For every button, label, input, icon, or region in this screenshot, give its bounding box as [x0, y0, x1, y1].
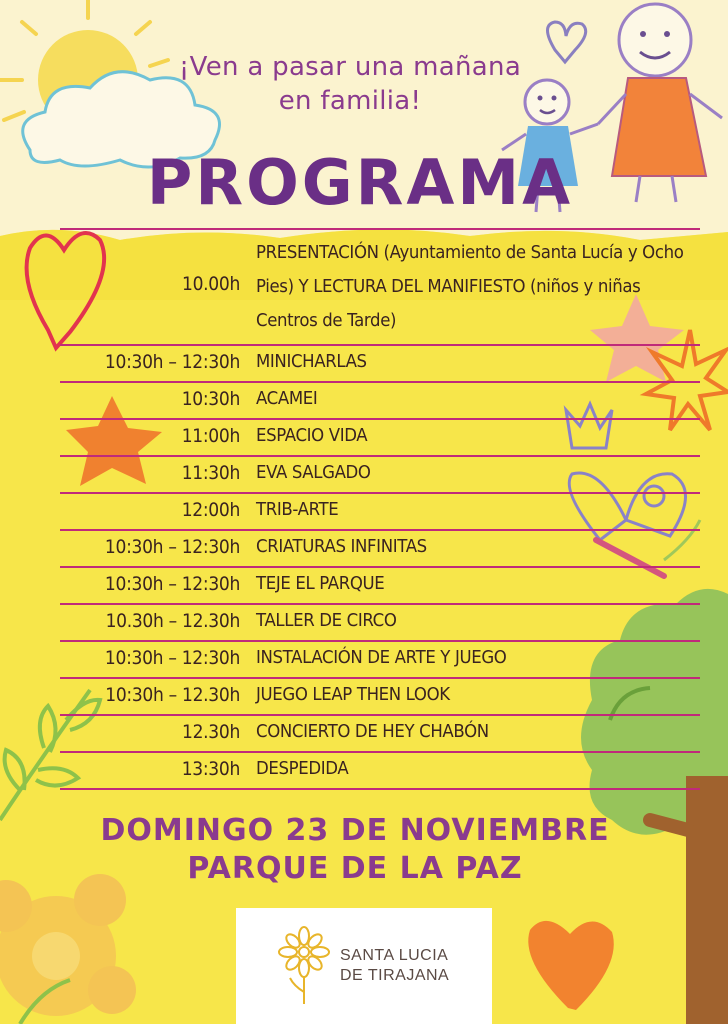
schedule-row	[60, 494, 700, 531]
schedule-activity: ACAMEI	[256, 388, 318, 409]
schedule-row	[60, 383, 700, 420]
schedule-time: 12:00h	[181, 499, 240, 521]
schedule-time: 10.30h – 12.30h	[105, 610, 240, 632]
tagline	[150, 50, 550, 118]
schedule-activity: CRIATURAS INFINITAS	[256, 536, 427, 557]
schedule-activity: CONCIERTO DE HEY CHABÓN	[256, 721, 489, 742]
schedule-row	[60, 230, 700, 346]
schedule-time: 10:30h – 12.30h	[105, 684, 240, 706]
schedule-row	[60, 531, 700, 568]
heart-outline-icon	[548, 22, 586, 62]
schedule-row	[60, 605, 700, 642]
schedule-activity: EVA SALGADO	[256, 462, 371, 483]
schedule-row	[60, 679, 700, 716]
logo-line-1: SANTA LUCIA	[340, 947, 449, 964]
schedule-activity: TRIB-ARTE	[256, 499, 339, 520]
schedule-row	[60, 568, 700, 605]
schedule-row	[60, 753, 700, 790]
schedule-activity: DESPEDIDA	[256, 758, 349, 779]
schedule-time: 10.00h	[182, 273, 240, 295]
schedule-time: 11:00h	[181, 425, 240, 447]
logo-line-2: DE TIRAJANA	[340, 967, 450, 984]
schedule-activity: MINICHARLAS	[256, 351, 367, 372]
event-info	[90, 812, 620, 888]
schedule-time: 10:30h – 12:30h	[104, 573, 240, 595]
logo-text	[340, 946, 449, 986]
logo	[236, 908, 492, 1024]
event-date: DOMINGO 23 DE NOVIEMBRE	[100, 813, 610, 848]
schedule-activity: PRESENTACIÓN (Ayuntamiento de Santa Lucía y Ocho Pies) Y LECTURA DEL MANIFIESTO (niños y niñas Centros de Tarde)	[256, 242, 684, 331]
schedule-row	[60, 346, 700, 383]
page-title: PROGRAMA	[146, 146, 574, 219]
schedule-time: 10:30h – 12:30h	[104, 647, 240, 669]
schedule-time: 10:30h – 12:30h	[104, 351, 240, 373]
schedule-row	[60, 457, 700, 494]
schedule-activity: ESPACIO VIDA	[256, 425, 368, 446]
schedule-time: 12.30h	[182, 721, 240, 743]
tagline-line-1: ¡Ven a pasar una mañana	[178, 52, 522, 82]
schedule-activity: TEJE EL PARQUE	[256, 573, 385, 594]
schedule-row	[60, 420, 700, 457]
schedule-time: 11:30h	[181, 462, 240, 484]
schedule-time: 13:30h	[181, 758, 240, 780]
flower-logo-icon	[276, 926, 332, 1006]
schedule-time: 10:30h	[181, 388, 240, 410]
schedule-activity: INSTALACIÓN DE ARTE Y JUEGO	[256, 647, 507, 668]
tagline-line-2: en familia!	[278, 86, 422, 116]
schedule-time: 10:30h – 12:30h	[104, 536, 240, 558]
schedule-row	[60, 642, 700, 679]
schedule-row	[60, 716, 700, 753]
event-venue: PARQUE DE LA PAZ	[187, 851, 523, 886]
schedule-activity: JUEGO LEAP THEN LOOK	[256, 684, 450, 705]
schedule-activity: TALLER DE CIRCO	[256, 610, 397, 631]
